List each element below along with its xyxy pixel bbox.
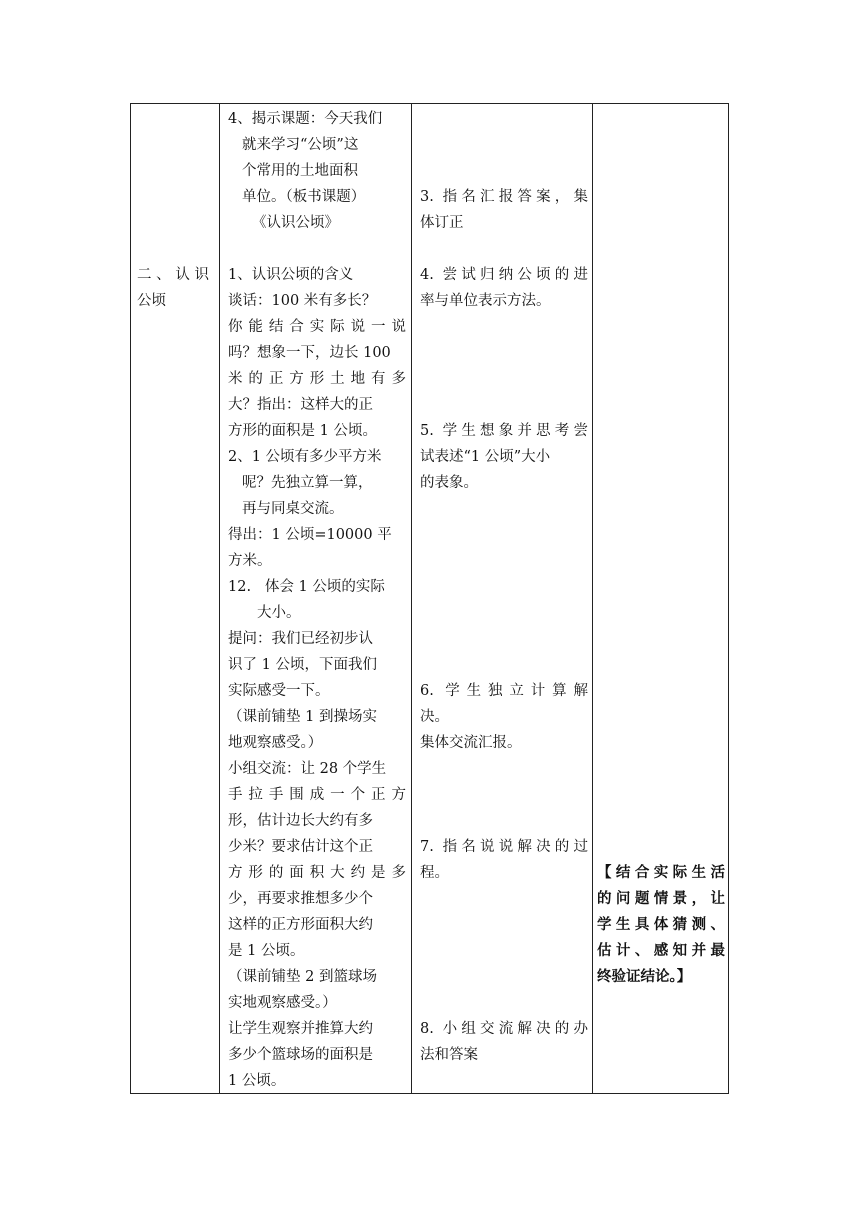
text-line: 这样的正方形面积大约 [228,917,373,933]
stage-title-line: 二、认识 [137,267,209,283]
text-line: 2、1 公顷有多少平方米 [228,449,382,465]
text-line: 再与同桌交流。 [242,501,344,517]
text-line: 法和答案 [420,1047,478,1063]
text-line: 谈话：100 米有多长？ [228,293,377,309]
text-line: 得出：1 公顷=10000 平 [228,527,392,543]
text-line: 《认识公顷》 [252,215,339,231]
text-line: 6. 学生独立计算解 [420,683,588,699]
text-line: 率与单位表示方法。 [420,293,551,309]
text-line: 终验证结论。】 [597,968,692,985]
teacher-activity-block-a [228,106,406,236]
text-line: 地观察感受。） [228,735,323,751]
text-line: （课前铺垫 2 到篮球场 [228,969,377,985]
text-line: 多少个篮球场的面积是 [228,1047,373,1063]
text-line: 你能结合实际说一说 [228,319,406,335]
design-intent-note [597,860,725,990]
text-line: 大小。 [257,605,301,621]
text-line: 程。 [420,865,449,881]
text-line: 12. 体会 1 公顷的实际 [228,579,385,595]
text-line: 1 公顷。 [228,1073,286,1089]
text-line: 方形的面积是 1 公顷。 [228,423,377,439]
text-line: 小组交流：让 28 个学生 [228,761,387,777]
text-line: 估计、感知并最 [597,942,725,959]
text-line: 大？指出：这样大的正 [228,397,373,413]
text-line: 实地观察感受。） [228,995,337,1011]
text-line: 个常用的土地面积 [242,163,358,179]
text-line: 就来学习“公顷”这 [242,137,359,153]
student-activity-6 [420,678,588,756]
column-divider [219,104,220,1093]
text-line: 决。 [420,709,449,725]
text-line: 少米？要求估计这个正 [228,839,373,855]
text-line: 7. 指名说说解决的过 [420,839,588,855]
student-activity-4 [420,262,588,314]
text-line: 少，再要求推想多少个 [228,891,373,907]
stage-cell [137,262,217,314]
text-line: 实际感受一下。 [228,683,330,699]
text-line: 手拉手围成一个正方 [228,787,406,803]
text-line: 形，估计边长大约有多 [228,813,373,829]
text-line: 的问题情景，让 [597,890,725,907]
text-line: 8. 小组交流解决的办 [420,1021,588,1037]
text-line: 5. 学生想象并思考尝 [420,423,588,439]
student-activity-3 [420,184,588,236]
stage-title-line: 公顷 [137,293,166,309]
text-line: 提问：我们已经初步认 [228,631,373,647]
text-line: 吗？想象一下，边长 100 [228,345,391,361]
student-activity-5 [420,418,588,496]
text-line: 单位。（板书课题） [242,189,366,205]
student-activity-8 [420,1016,588,1068]
text-line: 方形的面积大约是多 [228,865,406,881]
text-line: （课前铺垫 1 到操场实 [228,709,377,725]
text-line: 是 1 公顷。 [228,943,305,959]
text-line: 3. 指名汇报答案，集 [420,189,588,205]
text-line: 的表象。 [420,475,478,491]
text-line: 1、认识公顷的含义 [228,267,354,283]
text-line: 【结合实际生活 [597,864,725,881]
column-divider [592,104,593,1093]
text-line: 体订正 [420,215,464,231]
text-line: 方米。 [228,553,272,569]
text-line: 米的正方形土地有多 [228,371,406,387]
text-line: 4、揭示课题：今天我们 [228,111,383,127]
text-line: 学生具体猜测、 [597,916,725,933]
teacher-activity-block-b [228,262,406,1094]
text-line: 识了 1 公顷，下面我们 [228,657,377,673]
text-line: 集体交流汇报。 [420,735,522,751]
text-line: 试表述“1 公顷”大小 [420,449,551,465]
student-activity-7 [420,834,588,886]
text-line: 让学生观察并推算大约 [228,1021,373,1037]
column-divider [411,104,412,1093]
text-line: 呢？先独立算一算， [242,475,373,491]
text-line: 4. 尝试归纳公顷的进 [420,267,588,283]
